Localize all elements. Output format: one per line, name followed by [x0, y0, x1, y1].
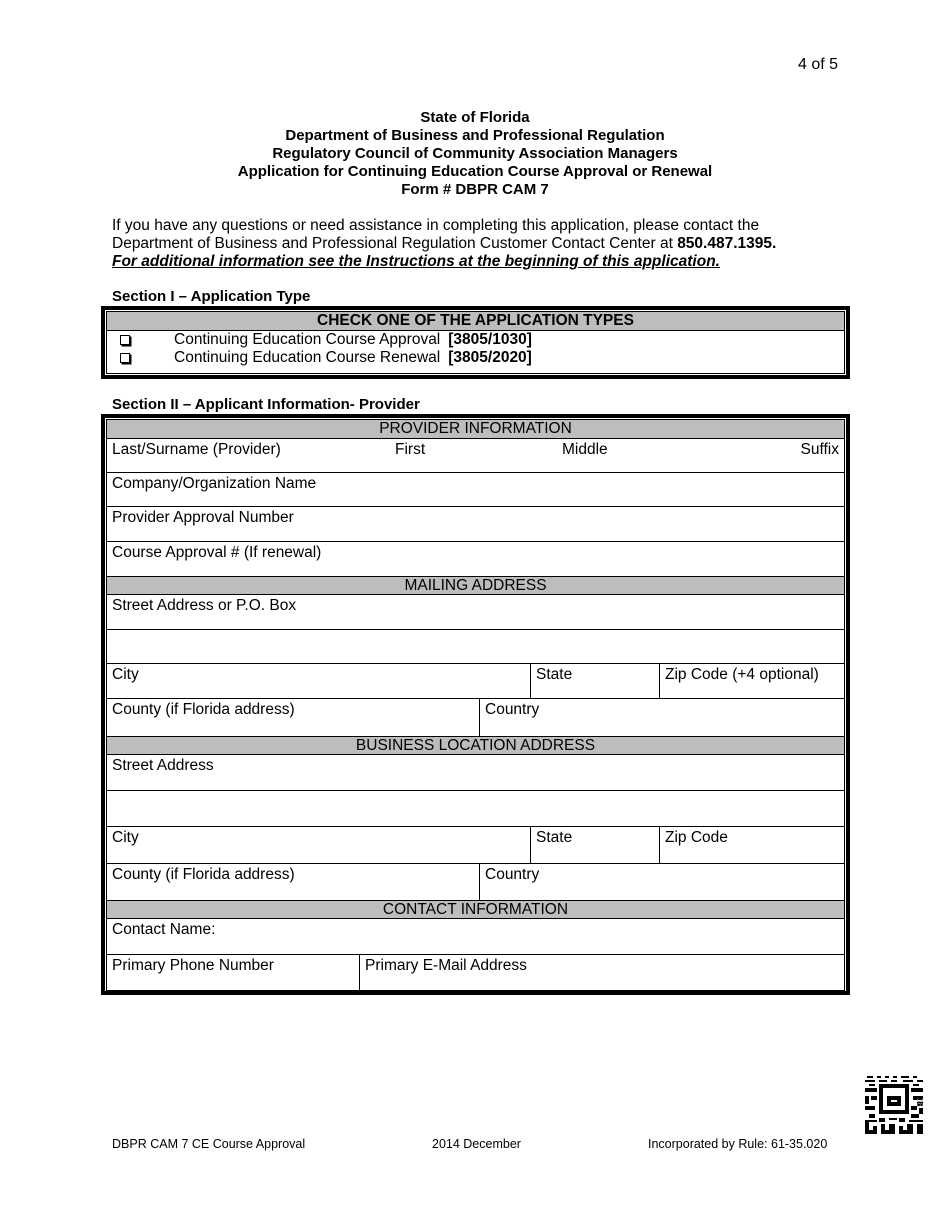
instructions-note: For additional information see the Instructions at the beginning of this application.	[112, 253, 720, 270]
intro-paragraph	[112, 217, 812, 271]
course-approval-number-field[interactable]: Course Approval # (If renewal)	[112, 544, 322, 561]
contact-info-band: CONTACT INFORMATION	[107, 900, 844, 919]
footer-form-name: DBPR CAM 7 CE Course Approval	[112, 1137, 306, 1151]
option-course-renewal[interactable]	[107, 349, 844, 367]
business-street-line2-field[interactable]	[107, 791, 844, 826]
provider-name-row[interactable]	[107, 439, 844, 473]
contact-phone: 850.487.1395.	[677, 235, 777, 252]
option-code: [3805/1030]	[448, 331, 532, 348]
business-state-field[interactable]: State	[531, 827, 660, 863]
primary-phone-field[interactable]: Primary Phone Number	[107, 955, 360, 990]
business-zip-field[interactable]: Zip Code	[665, 829, 728, 846]
business-address-band: BUSINESS LOCATION ADDRESS	[107, 736, 844, 755]
business-street-field[interactable]: Street Address	[112, 757, 214, 774]
mailing-zip-field[interactable]: Zip Code (+4 optional)	[665, 666, 819, 683]
provider-info-box	[101, 414, 850, 995]
checkbox-course-approval[interactable]	[120, 335, 130, 345]
intro-text: If you have any questions or need assistance in completing this application, please contact the Department of Business and Professional Regulation Customer Contact Center at	[112, 217, 760, 252]
section2-title: Section II – Applicant Information- Provider	[112, 396, 420, 413]
qr-number: 38	[915, 1098, 924, 1107]
option-label: Continuing Education Course Renewal	[174, 349, 441, 366]
section1-title: Section I – Application Type	[112, 288, 311, 305]
option-code: [3805/2020]	[448, 349, 532, 366]
checkbox-course-renewal[interactable]	[120, 353, 130, 363]
mailing-street-field[interactable]: Street Address or P.O. Box	[112, 597, 297, 614]
provider-info-band: PROVIDER INFORMATION	[107, 420, 844, 439]
application-type-box	[101, 306, 850, 379]
header-department: Department of Business and Professional Regulation	[285, 127, 665, 144]
provider-approval-number-field[interactable]: Provider Approval Number	[112, 509, 294, 526]
form-header	[0, 109, 950, 199]
footer-rule: Incorporated by Rule: 61-35.020	[648, 1137, 828, 1151]
mailing-country-field[interactable]: Country	[485, 701, 540, 718]
header-council: Regulatory Council of Community Association Managers	[272, 145, 678, 162]
page-number: 4 of 5	[797, 56, 838, 73]
business-country-field[interactable]: Country	[485, 866, 540, 883]
mailing-state-field[interactable]: State	[531, 664, 660, 698]
contact-name-field[interactable]: Contact Name:	[112, 921, 216, 938]
first-name-field[interactable]: First	[395, 441, 426, 458]
business-city-field[interactable]: City	[107, 827, 531, 863]
mailing-address-band: MAILING ADDRESS	[107, 576, 844, 595]
middle-name-field[interactable]: Middle	[562, 441, 608, 458]
last-name-field[interactable]: Last/Surname (Provider)	[112, 441, 281, 458]
mailing-county-field[interactable]: County (if Florida address)	[107, 699, 480, 736]
header-state: State of Florida	[420, 109, 530, 126]
header-application: Application for Continuing Education Course Approval or Renewal	[237, 163, 713, 180]
business-county-field[interactable]: County (if Florida address)	[107, 864, 480, 900]
application-type-band: CHECK ONE OF THE APPLICATION TYPES	[107, 312, 844, 331]
mailing-city-field[interactable]: City	[107, 664, 531, 698]
footer-date: 2014 December	[432, 1137, 521, 1151]
company-name-field[interactable]: Company/Organization Name	[112, 475, 317, 492]
header-form-number: Form # DBPR CAM 7	[401, 181, 549, 198]
suffix-field[interactable]: Suffix	[800, 441, 839, 458]
mailing-street-line2-field[interactable]	[107, 630, 844, 663]
option-label: Continuing Education Course Approval	[174, 331, 441, 348]
option-course-approval[interactable]	[107, 331, 844, 349]
primary-email-field[interactable]: Primary E-Mail Address	[365, 957, 527, 974]
